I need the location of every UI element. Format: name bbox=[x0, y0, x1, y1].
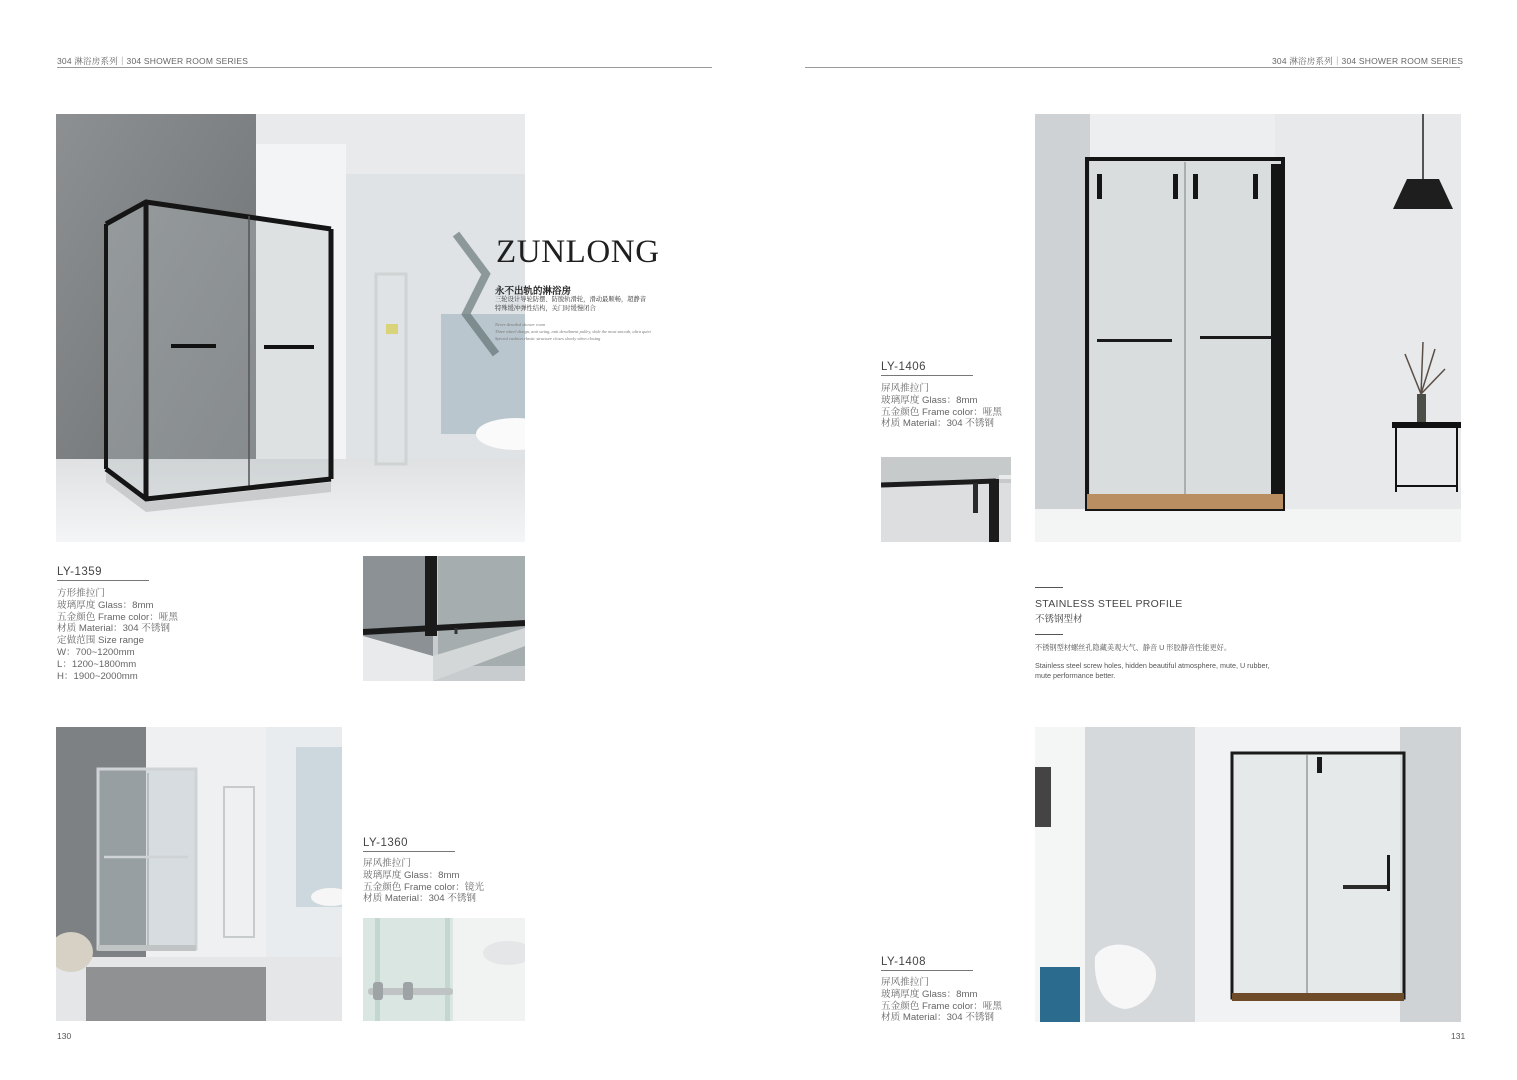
ly-1408-specs bbox=[881, 977, 1002, 1024]
right-page-number: 131 bbox=[1451, 1031, 1466, 1041]
spec-line: 屏风推拉门 bbox=[363, 858, 411, 869]
profile-desc-en-line: Stainless steel screw holes, hidden beautiful atmosphere, mute, U rubber, bbox=[1035, 661, 1270, 670]
spec-line: 材质 Material：304 不锈钢 bbox=[881, 418, 995, 430]
spec-line: L：1200~1800mm bbox=[57, 658, 137, 670]
spec-line: 五金颜色 Frame color：哑黑 bbox=[881, 406, 1002, 418]
ly-1360-spec-block bbox=[363, 837, 455, 852]
ly-1359-specs bbox=[57, 588, 178, 682]
ly-1359-photo bbox=[56, 114, 525, 542]
ly-1406-model: LY-1406 bbox=[881, 361, 927, 373]
ly-1359-spec-block bbox=[57, 566, 149, 581]
left-header-rule bbox=[57, 67, 712, 68]
left-page-header: 304 淋浴房系列｜304 SHOWER ROOM SERIES bbox=[57, 56, 249, 66]
left-page-number: 130 bbox=[57, 1031, 72, 1041]
spec-line: 玻璃厚度 Glass：8mm bbox=[363, 869, 460, 881]
profile-desc-en bbox=[1035, 661, 1270, 681]
ly-1406-specs bbox=[881, 383, 1002, 430]
profile-dash-top bbox=[1035, 587, 1063, 588]
ly-1406-photo bbox=[1035, 114, 1461, 542]
model-underline bbox=[363, 851, 455, 852]
brand-desc-en bbox=[495, 321, 651, 342]
spec-line: 玻璃厚度 Glass：8mm bbox=[881, 394, 978, 406]
spec-line: 定做范围 Size range bbox=[57, 635, 144, 647]
brand-desc-en-line: Three wheel design, anti swing, anti derailment pulley, slide the most smooth, ultra quiet bbox=[495, 329, 651, 334]
brand-tagline-cn: 永不出轨的淋浴房 bbox=[495, 286, 572, 297]
profile-desc-en-line: mute performance better. bbox=[1035, 671, 1116, 680]
profile-dash-bottom bbox=[1035, 634, 1063, 635]
ly-1360-specs bbox=[363, 858, 484, 905]
spec-line: W：700~1200mm bbox=[57, 646, 135, 658]
spec-line: 五金颜色 Frame color：哑黑 bbox=[57, 611, 178, 623]
profile-title: STAINLESS STEEL PROFILE bbox=[1035, 598, 1183, 610]
spec-line: 玻璃厚度 Glass：8mm bbox=[881, 988, 978, 1000]
profile-title-cn: 不锈钢型材 bbox=[1035, 614, 1083, 625]
spec-line: 五金颜色 Frame color：镜光 bbox=[363, 881, 484, 893]
model-underline bbox=[57, 580, 149, 581]
ly-1359-model: LY-1359 bbox=[57, 566, 103, 578]
brand-desc-cn bbox=[495, 295, 646, 313]
ly-1360-detail-photo bbox=[363, 918, 525, 1021]
spec-line: 屏风推拉门 bbox=[881, 977, 929, 988]
spec-line: 材质 Material：304 不锈钢 bbox=[363, 893, 477, 905]
spec-line: 玻璃厚度 Glass：8mm bbox=[57, 599, 154, 611]
ly-1408-photo bbox=[1035, 727, 1461, 1022]
model-underline bbox=[881, 375, 973, 376]
brand-name: ZUNLONG bbox=[496, 234, 660, 270]
spec-line: 屏风推拉门 bbox=[881, 383, 929, 394]
spec-line: 方形推拉门 bbox=[57, 588, 105, 599]
brand-desc-cn-line: 三轮设计导轮防摆、防脱轨滑轮，滑动最顺畅，超静音 bbox=[495, 296, 647, 303]
ly-1408-spec-block bbox=[881, 956, 973, 971]
ly-1359-detail-photo bbox=[363, 556, 525, 681]
ly-1360-model: LY-1360 bbox=[363, 837, 409, 849]
spec-line: 五金颜色 Frame color：哑黑 bbox=[881, 1000, 1002, 1012]
brand-desc-en-line: Special cushion elastic structure closes slowly when closing bbox=[495, 336, 601, 341]
ly-1406-spec-block bbox=[881, 361, 973, 376]
ly-1360-photo bbox=[56, 727, 342, 1021]
brand-desc-en-line: Never derailed shower room bbox=[495, 322, 546, 327]
spec-line: H：1900~2000mm bbox=[57, 670, 138, 682]
right-page-header: 304 淋浴房系列｜304 SHOWER ROOM SERIES bbox=[1272, 56, 1464, 66]
profile-desc-cn: 不锈钢型材螺丝孔隐藏美观大气、静音 U 形胶静音性能更好。 bbox=[1035, 643, 1232, 652]
brand-desc-cn-line: 特殊缓冲弹性结构，关门时缓慢闭合 bbox=[495, 305, 596, 312]
spec-line: 材质 Material：304 不锈钢 bbox=[881, 1012, 995, 1024]
model-underline bbox=[881, 970, 973, 971]
ly-1408-model: LY-1408 bbox=[881, 956, 927, 968]
spec-line: 材质 Material：304 不锈钢 bbox=[57, 623, 171, 635]
right-header-rule bbox=[805, 67, 1460, 68]
ly-1406-detail-photo bbox=[881, 457, 1011, 542]
